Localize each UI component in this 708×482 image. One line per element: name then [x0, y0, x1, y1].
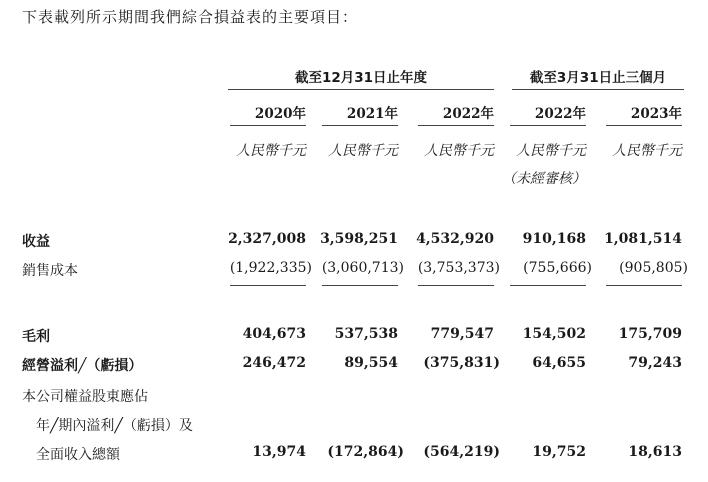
table-cell: 779,547: [430, 326, 494, 342]
subtotal-rule: [230, 285, 306, 286]
year-header-2020: 2020年: [254, 106, 306, 122]
subtotal-rule: [510, 285, 586, 286]
annual-header-rule: [228, 89, 494, 90]
year-rule: [230, 125, 306, 126]
table-cell: 2,327,008: [228, 231, 306, 247]
table-cell: (3,060,713): [321, 260, 404, 276]
unaudited-note: （未經審核）: [502, 171, 586, 187]
year-rule: [418, 125, 494, 126]
annual-period-header: 截至12月31日止年度: [294, 70, 428, 86]
unit-label: 人民幣千元: [516, 143, 586, 159]
unit-label: 人民幣千元: [328, 143, 398, 159]
row-label-gross-profit: 毛利: [22, 329, 50, 345]
table-cell: (755,666): [523, 260, 592, 276]
subtotal-rule: [606, 285, 682, 286]
table-cell: (905,805): [619, 260, 688, 276]
row-label-tci-line3: 全面收入總額: [22, 447, 120, 463]
table-cell: (1,922,335): [229, 260, 312, 276]
row-label-revenue: 收益: [22, 234, 50, 250]
table-cell: (375,831): [423, 355, 500, 371]
year-header-2023-q: 2023年: [630, 106, 682, 122]
row-label-cost-of-sales: 銷售成本: [22, 263, 78, 279]
year-header-2021: 2021年: [346, 106, 398, 122]
year-header-2022: 2022年: [442, 106, 494, 122]
unit-label: 人民幣千元: [424, 143, 494, 159]
year-rule: [322, 125, 398, 126]
table-cell: 246,472: [242, 355, 306, 371]
table-cell: 64,655: [532, 355, 586, 371]
subtotal-rule: [322, 285, 398, 286]
table-cell: (564,219): [423, 444, 500, 460]
row-label-tci-line2: 年╱期內溢利╱（虧損）及: [22, 418, 193, 434]
table-cell: 537,538: [334, 326, 398, 342]
subtotal-rule: [418, 285, 494, 286]
table-cell: 175,709: [618, 326, 682, 342]
year-rule: [606, 125, 682, 126]
year-header-2022-q: 2022年: [534, 106, 586, 122]
table-cell: 154,502: [522, 326, 586, 342]
year-rule: [510, 125, 586, 126]
table-cell: 404,673: [242, 326, 306, 342]
table-cell: 18,613: [628, 444, 682, 460]
table-cell: 79,243: [628, 355, 682, 371]
row-label-operating-profit: 經營溢利╱（虧損）: [22, 358, 143, 374]
intro-text: 下表載列所示期間我們綜合損益表的主要項目：: [22, 8, 359, 26]
quarter-period-header: 截至3月31日止三個月: [529, 70, 667, 86]
row-label-tci-line1: 本公司權益股東應佔: [22, 389, 148, 405]
table-cell: 910,168: [522, 231, 586, 247]
table-cell: (3,753,373): [417, 260, 500, 276]
quarter-header-rule: [512, 89, 684, 90]
table-cell: (172,864): [327, 444, 404, 460]
table-cell: 1,081,514: [604, 231, 682, 247]
table-cell: 13,974: [252, 444, 306, 460]
table-cell: 3,598,251: [320, 231, 398, 247]
unit-label: 人民幣千元: [612, 143, 682, 159]
table-cell: 89,554: [344, 355, 398, 371]
table-cell: 4,532,920: [416, 231, 494, 247]
table-cell: 19,752: [532, 444, 586, 460]
unit-label: 人民幣千元: [236, 143, 306, 159]
